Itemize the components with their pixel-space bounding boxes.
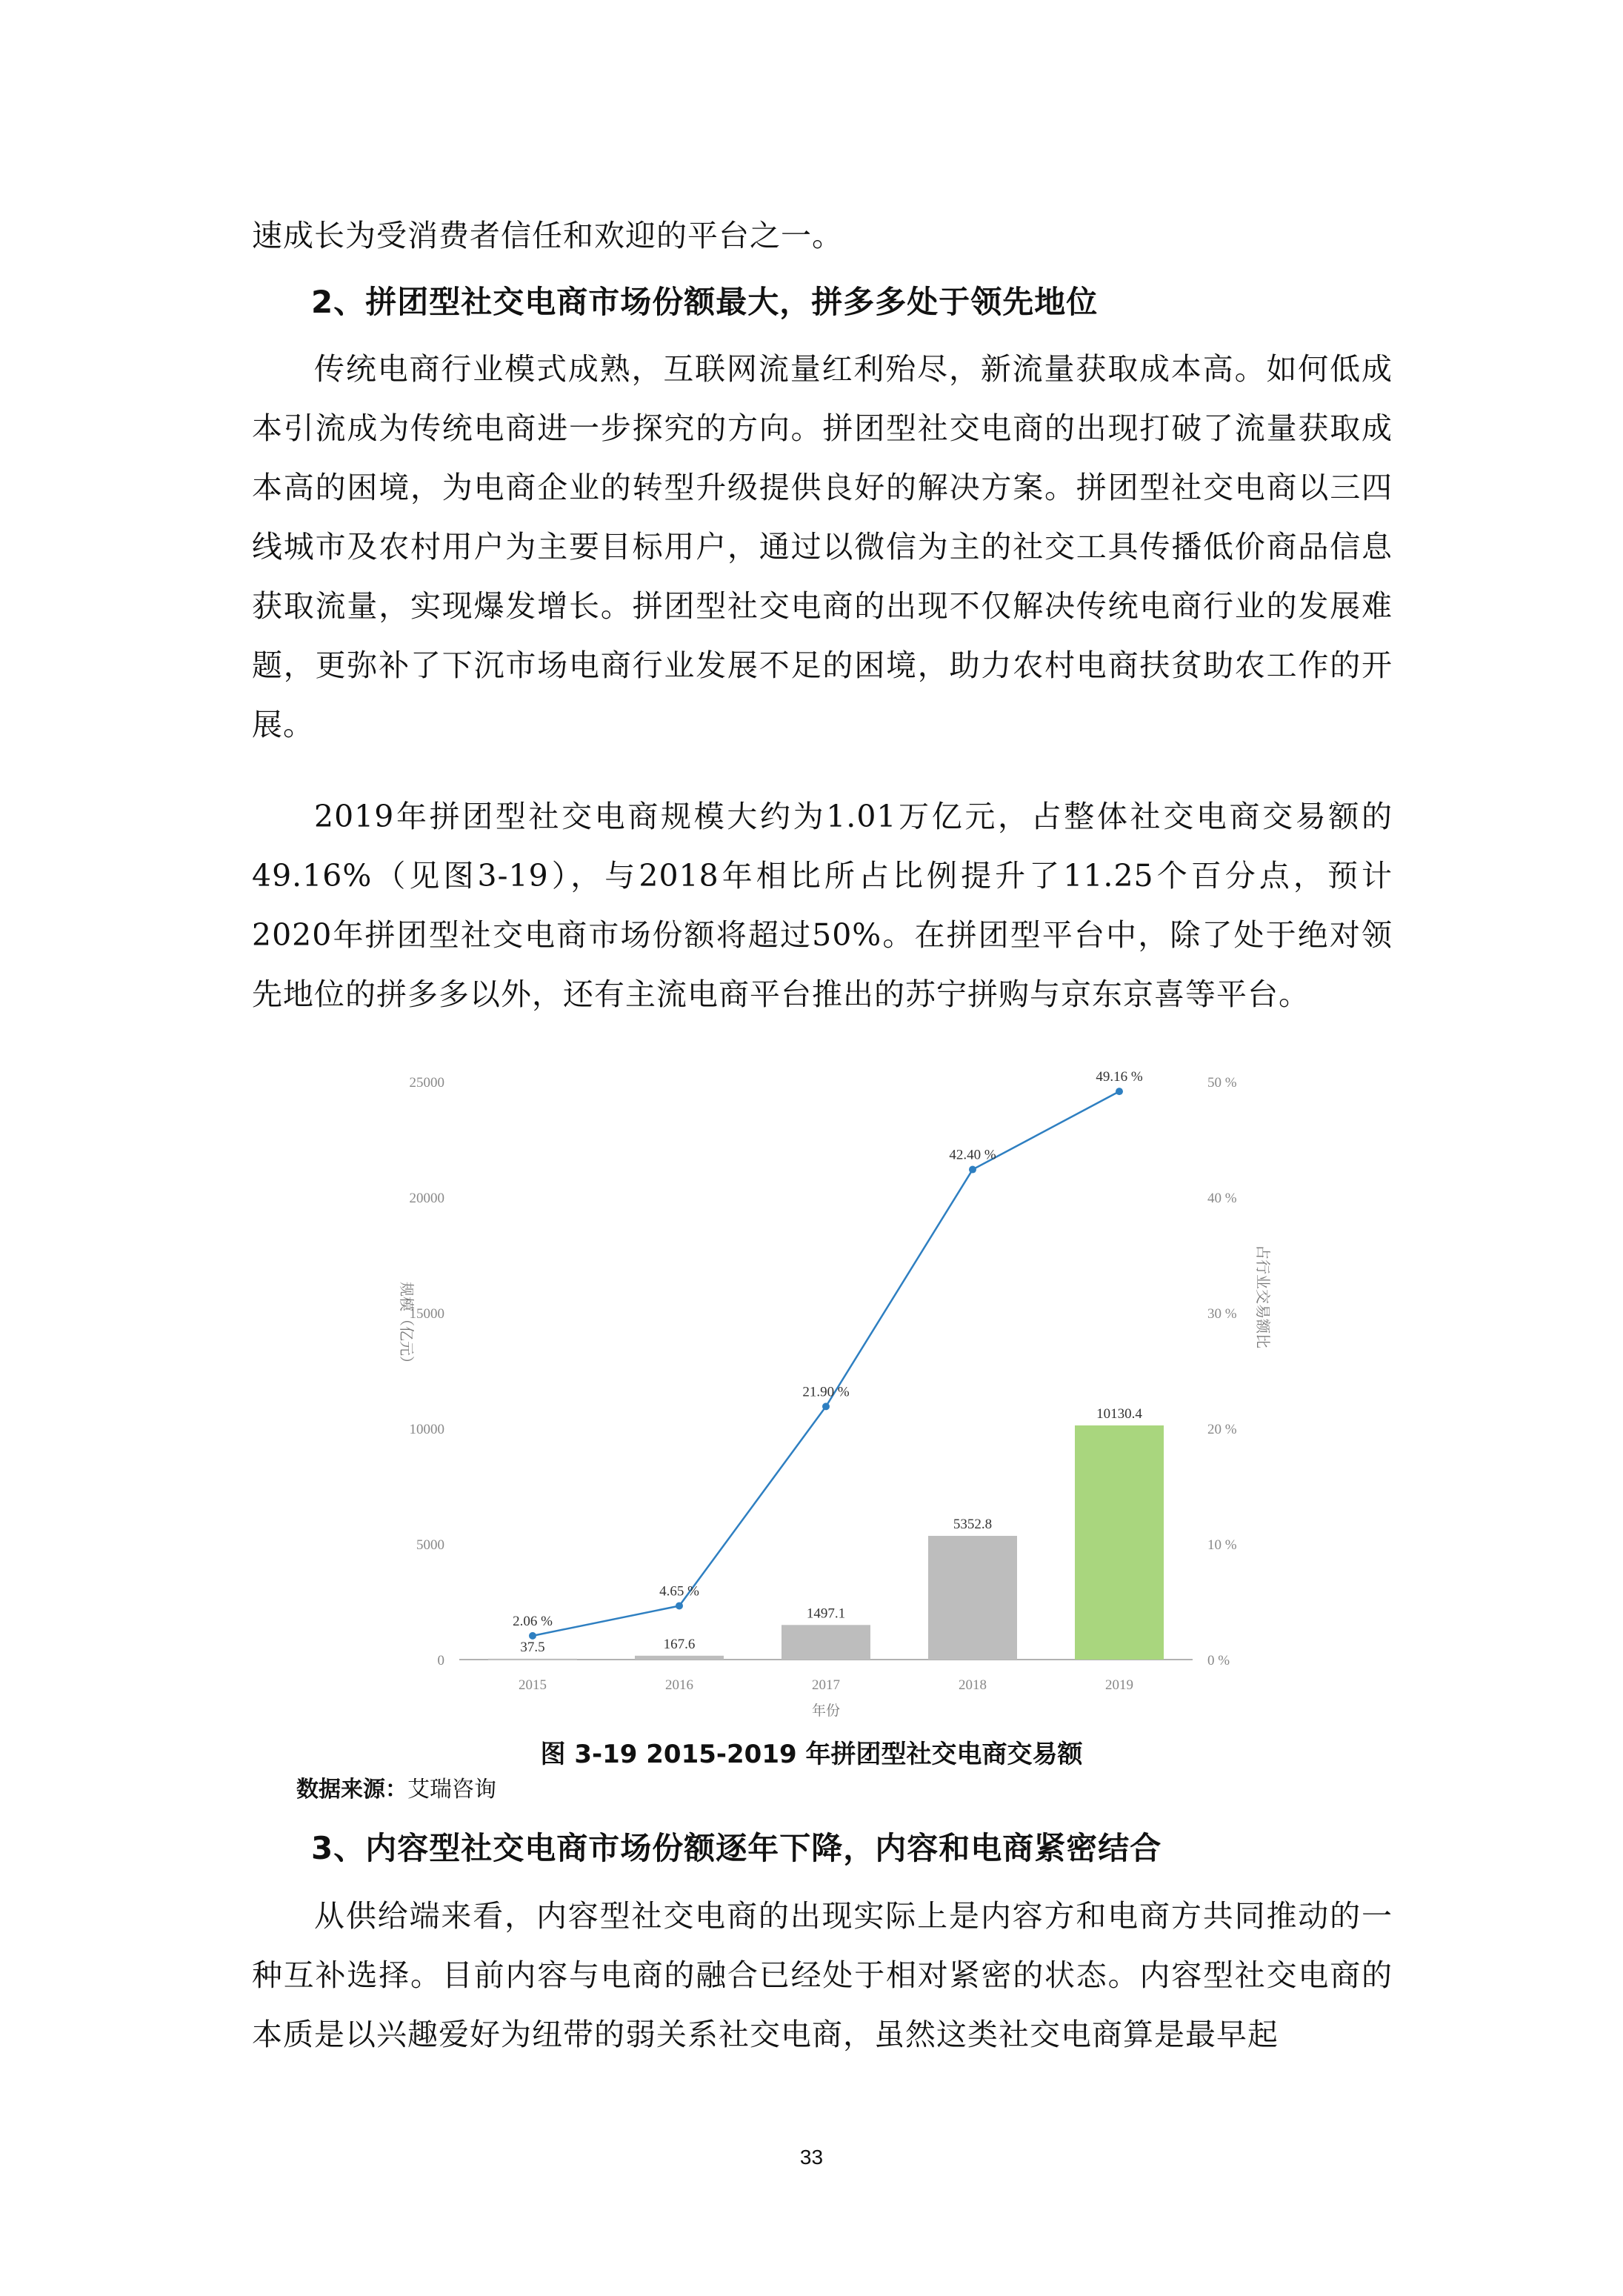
y-axis-title: 规模（亿元） (398, 1282, 414, 1371)
y-tick-label: 10000 (409, 1422, 444, 1437)
paragraph-2: 2019年拼团型社交电商规模大约为1.01万亿元，占整体社交电商交易额的49.16%（见图3-19），与2018年相比所占比例提升了11.25个百分点，预计2020年拼团型社交电商市场份额将超过50%。在拼团型平台中，除了处于绝对领先地位的拼多多以外，还有主流电商平台推出的苏宁拼购与京东京喜等平台。 (252, 799, 1393, 1012)
paragraph-1: 传统电商行业模式成熟，互联网流量红利殆尽，新流量获取成本高。如何低成本引流成为传统电商进一步探究的方向。拼团型社交电商的出现打破了流量获取成本高的困境，为电商企业的转型升级提供良好的解决方案。拼团型社交电商以三四线城市及农村用户为主要目标用户，通过以微信为主的社交工具传播低价商品信息获取流量，实现爆发增长。拼团型社交电商的出现不仅解决传统电商行业的发展难题，更弥补了下沉市场电商行业发展不足的困境，助力农村电商扶贫助农工作的开展。 (252, 351, 1393, 742)
y-tick-label: 15000 (409, 1306, 444, 1322)
x-tick-label: 2015 (519, 1677, 547, 1693)
line-value-label: 21.90 % (802, 1384, 850, 1400)
section-heading-2: 2、拼团型社交电商市场份额最大，拼多多处于领先地位 (311, 284, 1099, 320)
paragraph-3: 从供给端来看，内容型社交电商的出现实际上是内容方和电商方共同推动的一种互补选择。目前内容与电商的融合已经处于相对紧密的状态。内容型社交电商的本质是以兴趣爱好为纽带的弱关系社交电商，虽然这类社交电商算是最早起 (252, 1898, 1393, 2052)
line-point (676, 1602, 683, 1609)
bar-value-label: 5352.8 (953, 1516, 993, 1532)
x-tick-label: 2016 (665, 1677, 693, 1693)
y-tick-label: 25000 (409, 1075, 444, 1091)
page-number: 33 (799, 2146, 824, 2169)
y-tick-label: 0 (437, 1653, 444, 1668)
line-value-label: 4.65 % (659, 1583, 699, 1600)
bar-value-label: 1497.1 (806, 1605, 846, 1622)
y-tick-label: 5000 (416, 1537, 444, 1553)
line-point (822, 1402, 830, 1410)
chart-svg (370, 1056, 1289, 1737)
data-source-label: 数据来源： (296, 1777, 407, 1803)
line-value-label: 2.06 % (513, 1613, 553, 1629)
x-tick-label: 2018 (959, 1677, 987, 1693)
line-value-label: 42.40 % (949, 1147, 996, 1163)
bar (1075, 1425, 1164, 1660)
y2-axis-title: 占行业交易额比 (1254, 1245, 1270, 1348)
y2-tick-label: 50 % (1207, 1075, 1237, 1091)
data-source-value: 艾瑞咨询 (407, 1777, 496, 1803)
y2-tick-label: 30 % (1207, 1306, 1237, 1322)
y2-tick-label: 10 % (1207, 1537, 1237, 1553)
section-heading-3: 3、内容型社交电商市场份额逐年下降，内容和电商紧密结合 (311, 1830, 1162, 1866)
bar-value-label: 37.5 (520, 1639, 545, 1655)
x-tick-label: 2017 (812, 1677, 840, 1693)
y2-tick-label: 40 % (1207, 1191, 1237, 1206)
y2-tick-label: 20 % (1207, 1422, 1237, 1437)
line-point (969, 1166, 976, 1174)
y2-tick-label: 0 % (1207, 1653, 1230, 1668)
x-tick-label: 2019 (1105, 1677, 1133, 1693)
chart-figure (370, 1056, 1289, 1737)
data-source (296, 1771, 496, 1803)
bar (488, 1659, 577, 1660)
bar-value-label: 10130.4 (1096, 1405, 1142, 1422)
paragraph-continuation: 速成长为受消费者信任和欢迎的平台之一。 (252, 218, 843, 253)
line-value-label: 49.16 % (1096, 1069, 1143, 1085)
line-point (529, 1632, 536, 1640)
line-point (1116, 1088, 1123, 1095)
bar (781, 1625, 870, 1660)
line-series (533, 1091, 1119, 1636)
y-tick-label: 20000 (409, 1191, 444, 1206)
x-axis-title: 年份 (811, 1703, 841, 1719)
bar (928, 1536, 1017, 1660)
bar (635, 1656, 724, 1660)
figure-caption: 图 3-19 2015-2019 年拼团型社交电商交易额 (540, 1740, 1083, 1769)
bar-value-label: 167.6 (663, 1636, 696, 1652)
